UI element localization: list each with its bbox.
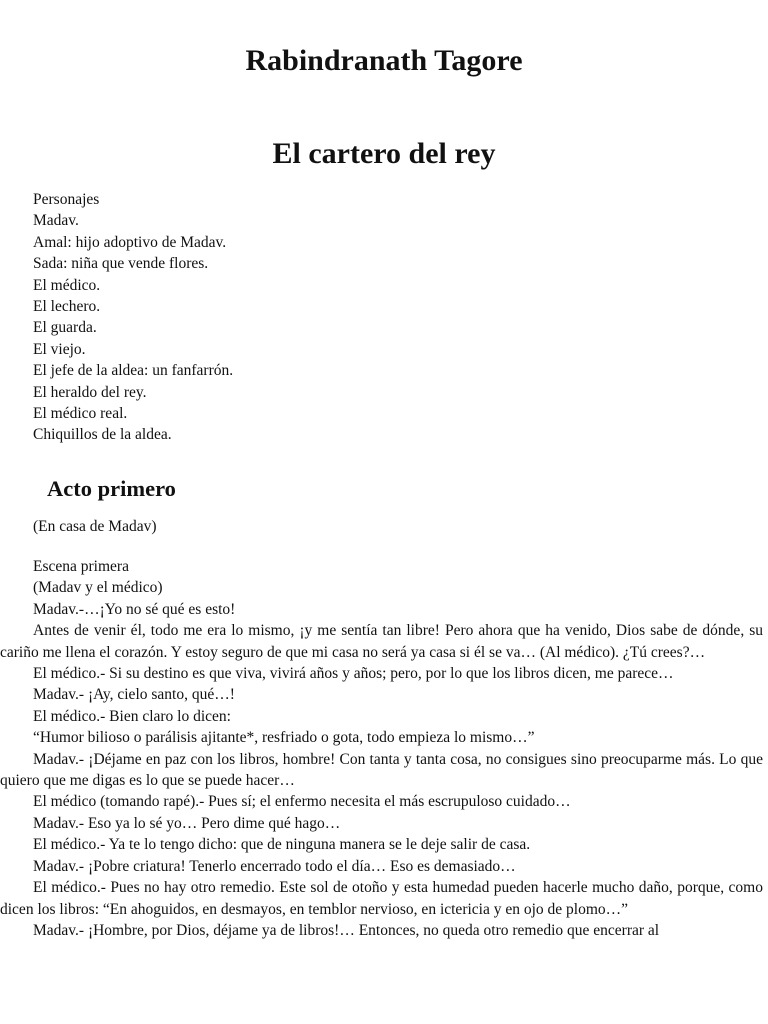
author-name: Rabindranath Tagore — [245, 44, 523, 77]
cast-member: El viejo. — [33, 340, 86, 358]
cast-member: El lechero. — [33, 298, 101, 316]
dialogue-paragraph: El médico.- Ya te lo tengo dicho: que de ninguna manera se le deje salir de casa. — [33, 836, 531, 854]
cast-member: El heraldo del rey. — [33, 383, 147, 401]
dialogue-paragraph: Madav.- ¡Hombre, por Dios, déjame ya de libros!… Entonces, no queda otro remedio que encerrar al — [33, 921, 660, 939]
dialogue-paragraph: El médico.- Si su destino es que viva, vivirá años y años; pero, por lo que los libros dicen, me parece… — [33, 665, 674, 683]
cast-member: Madav. — [33, 212, 79, 230]
dialogue-paragraph: El médico.- Bien claro lo dicen: — [33, 707, 231, 725]
scene-setting: (En casa de Madav) — [33, 518, 157, 535]
cast-member: Sada: niña que vende flores. — [33, 255, 209, 273]
cast-member: El guarda. — [33, 319, 97, 337]
work-title: El cartero del rey — [272, 137, 496, 170]
cast-member: El médico. — [33, 276, 101, 294]
cast-member: Amal: hijo adoptivo de Madav. — [33, 233, 227, 251]
cast-list — [33, 189, 733, 446]
scene-heading: Escena primera — [33, 558, 129, 575]
scene-characters: (Madav y el médico) — [33, 579, 163, 597]
dialogue-paragraph: Madav.- Eso ya lo sé yo… Pero dime qué hago… — [33, 814, 341, 832]
act-heading: Acto primero — [47, 476, 176, 501]
dialogue-paragraph: “Humor bilioso o parálisis ajitante*, resfriado o gota, todo empieza lo mismo…” — [33, 729, 535, 747]
dialogue-paragraph: El médico.- Pues no hay otro remedio. Este sol de otoño y esta humedad pueden hacerle mucho daño, porque, como dicen los libros: “En ahoguidos, en desmayos, en temblor nervioso, en ictericia y en ojo de plomo…” — [0, 879, 763, 918]
dialogue-paragraph: Madav.-…¡Yo no sé qué es esto! — [33, 600, 236, 618]
cast-heading: Personajes — [33, 191, 100, 208]
cast-member: El médico real. — [33, 405, 128, 423]
dialogue-paragraph: Madav.- ¡Déjame en paz con los libros, hombre! Con tanta y tanta cosa, no consigues sino preocuparme más. Lo que quiero que me digas es lo que se puede hacer… — [0, 750, 763, 790]
cast-member: Chiquillos de la aldea. — [33, 426, 172, 444]
cast-member: El jefe de la aldea: un fanfarrón. — [33, 362, 234, 380]
dialogue-paragraph: Antes de venir él, todo me era lo mismo, ¡y me sentía tan libre! Pero ahora que ha venido, Dios sabe de dónde, su cariño me llena el corazón. Y estoy seguro de que mi casa no será ya casa si él se va… (Al médico). ¿Tú crees?… — [0, 622, 763, 661]
dialogue-paragraph: Madav.- ¡Pobre criatura! Tenerlo encerrado todo el día… Eso es demasiado… — [33, 857, 516, 875]
dialogue-paragraph: El médico (tomando rapé).- Pues sí; el enfermo necesita el más escrupuloso cuidado… — [33, 793, 571, 811]
play-text — [0, 556, 768, 941]
dialogue-paragraph: Madav.- ¡Ay, cielo santo, qué…! — [33, 686, 235, 704]
